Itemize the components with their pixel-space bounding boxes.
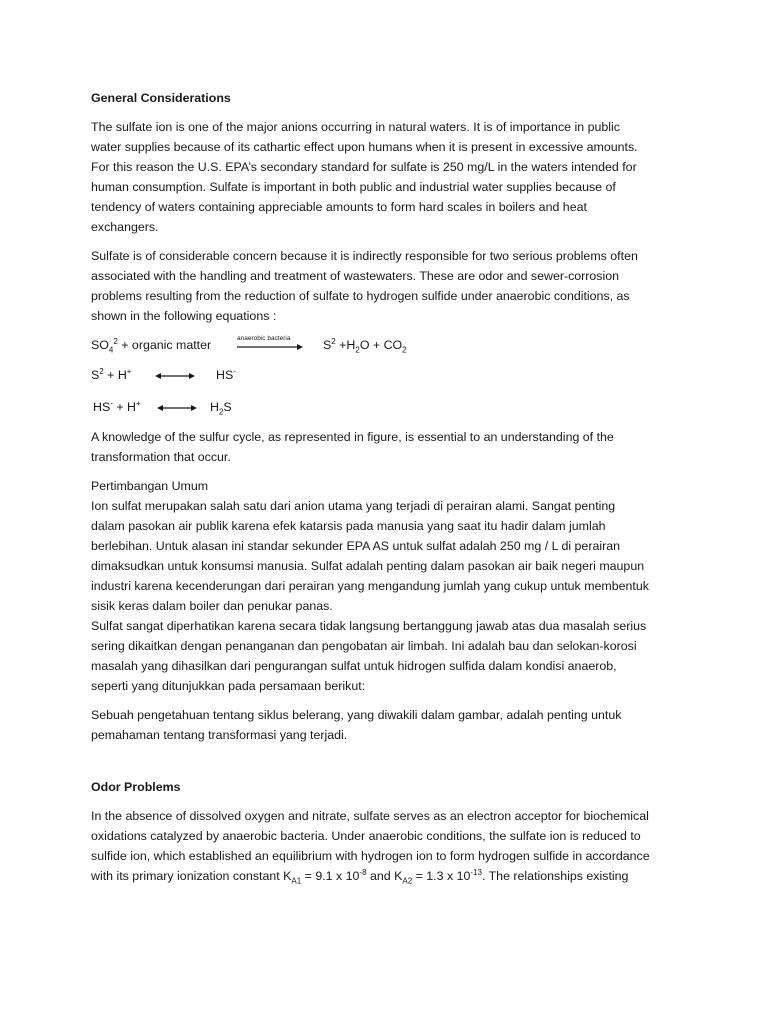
equation-2: [91, 365, 651, 397]
paragraph-umum-3: Sebuah pengetahuan tentang siklus belerang, yang diwakili dalam gambar, adalah penting untuk pemahaman tentang transformasi yang terjadi.: [91, 708, 622, 742]
eq2-right: HS-: [216, 366, 236, 382]
double-arrow-icon: [157, 404, 197, 412]
double-arrow-icon: [155, 372, 195, 380]
eq2-left: $S^2 + H^+$: [91, 366, 132, 382]
paragraph-general-2: Sulfate is of considerable concern because it is indirectly responsible for two serious problems often associated with the handling and treatment of wastewaters. These are odor and sewer-corrosion problems resulting from the reduction of sulfate to hydrogen sulfide under anaerobic conditions, as shown in the following equations :: [91, 249, 638, 323]
eq1-right: $S^2 +H_2O + CO_2$: [323, 336, 407, 355]
heading-general-considerations: General Considerations: [91, 91, 231, 105]
eq1-arrow-label: anaerobic bacteria: [237, 335, 291, 342]
eq3-left: HS- + H+: [93, 398, 141, 414]
equation-1: [91, 335, 651, 365]
eq1-left: $SO_4^2$ + organic matter: [91, 336, 212, 355]
paragraph-umum-2: Sulfat sangat diperhatikan karena secara tidak langsung bertanggung jawab atas dua masalah serius sering dikaitkan dengan penanganan dan pengobatan air limbah. Ini adalah bau dan selokan-korosi masalah yang dihasilkan dari pengurangan sulfat untuk hidrogen sulfida dalam kondisi anaerob, seperti yang ditunjukkan pada persamaan berikut:: [91, 619, 647, 693]
heading-odor-problems: Odor Problems: [91, 780, 181, 794]
paragraph-umum-1: Ion sulfat merupakan salah satu dari anion utama yang terjadi di perairan alami. Sangat penting dalam pasokan air publik karena efek katarsis pada manusia yang saat itu hadir dalam jumlah berlebihan. Untuk alasan ini standar sekunder EPA AS untuk sulfat adalah 250 mg / L di perairan dimaksudkan untuk konsumsi manusia. Sulfat adalah penting dalam pasokan air baik negeri maupun industri karena kecenderungan dari perairan yang mengandung jumlah yang cukup untuk membentuk sisik keras dalam boiler dan penukar panas.: [91, 499, 649, 613]
heading-pertimbangan-umum: Pertimbangan Umum: [91, 479, 209, 493]
paragraph-odor-1: In the absence of dissolved oxygen and nitrate, sulfate serves as an electron acceptor for biochemical oxidations catalyzed by anaerobic bacteria. Under anaerobic conditions, the sulfate ion is reduced to sulfide ion, which established an equilibrium with hydrogen ion to form hydrogen sulfide in accordance with its primary ionization constant $K_{A1} = 9.1$ x $10^{-8}$ and $K_{A2} = 1.3$ x $10^{-13}$. The relationships existing: [91, 809, 650, 886]
equation-3: [91, 397, 651, 419]
eq3-right: $H_2S$: [210, 400, 232, 417]
paragraph-general-3: A knowledge of the sulfur cycle, as represented in figure, is essential to an understanding of the transformation that occur.: [91, 430, 614, 464]
equation-block: [91, 335, 651, 419]
document-page: [91, 88, 651, 895]
paragraph-general-1: The sulfate ion is one of the major anions occurring in natural waters. It is of importance in public water supplies because of its cathartic effect upon humans when it is present in excessive amounts. For this reason the U.S. EPA’s secondary standard for sulfate is 250 mg/L in the waters intended for human consumption. Sulfate is important in both public and industrial water supplies because of tendency of waters containing appreciable amounts to form hard scales in boilers and heat exchangers.: [91, 120, 638, 234]
right-arrow-icon: [237, 343, 303, 351]
